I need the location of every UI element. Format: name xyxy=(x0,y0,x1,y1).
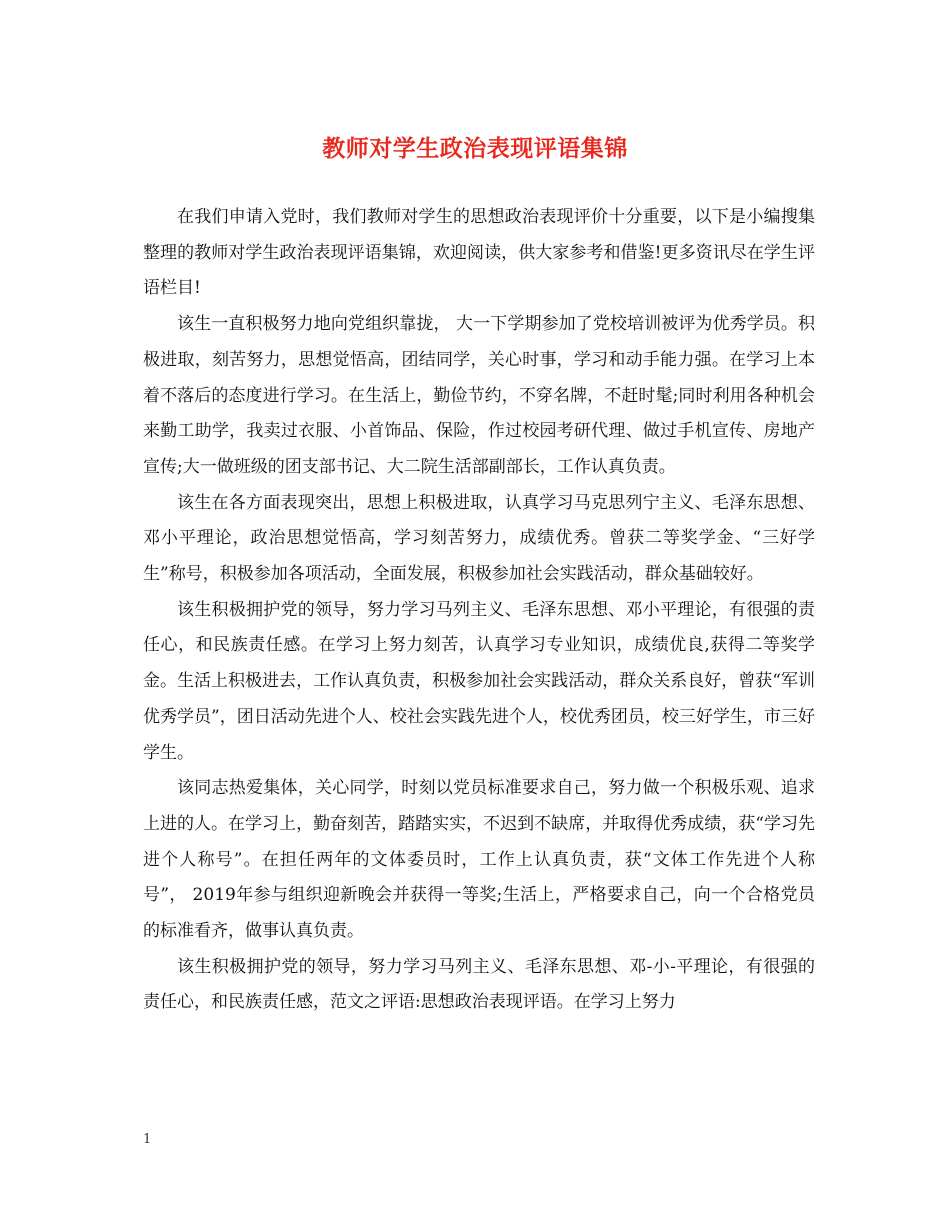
page-number: 1 xyxy=(143,1132,152,1147)
paragraph-intro: 在我们申请入党时，我们教师对学生的思想政治表现评价十分重要，以下是小编搜集整理的教师对学生政治表现评语集锦，欢迎阅读，供大家参考和借鉴!更多资讯尽在学生评语栏目! xyxy=(143,207,815,299)
paragraph-comment-5: 该生积极拥护党的领导，努力学习马列主义、毛泽东思想、邓-小-平理论，有很强的责任心，和民族责任感，范文之评语:思想政治表现评语。在学习上努力 xyxy=(143,956,815,1013)
document-body xyxy=(143,200,815,1021)
paragraph-comment-3: 该生积极拥护党的领导，努力学习马列主义、毛泽东思想、邓小平理论，有很强的责任心，和民族责任感。在学习上努力刻苦，认真学习专业知识，成绩优良,获得二等奖学金。生活上积极进去，工作认真负责，积极参加社会实践活动，群众关系良好，曾获“军训优秀学员”，团日活动先进个人、校社会实践先进个人，校优秀团员，校三好学生，市三好学生。 xyxy=(143,599,815,763)
paragraph-comment-1: 该生一直积极努力地向党组织靠拢， 大一下学期参加了党校培训被评为优秀学员。积极进取，刻苦努力，思想觉悟高，团结同学，关心时事，学习和动手能力强。在学习上本着不落后的态度进行学习。在生活上，勤俭节约，不穿名牌，不赶时髦;同时利用各种机会来勤工助学，我卖过衣服、小首饰品、保险，作过校园考研代理、做过手机宣传、房地产宣传;大一做班级的团支部书记、大二院生活部副部长，工作认真负责。 xyxy=(143,314,815,477)
paragraph-comment-2: 该生在各方面表现突出，思想上积极进取，认真学习马克思列宁主义、毛泽东思想、邓小平理论，政治思想觉悟高，学习刻苦努力，成绩优秀。曾获二等奖学金、“三好学生”称号，积极参加各项活动，全面发展，积极参加社会实践活动，群众基础较好。 xyxy=(143,492,815,585)
document-title: 教师对学生政治表现评语集锦 xyxy=(322,135,628,162)
paragraph-comment-4: 该同志热爱集体，关心同学，时刻以党员标准要求自己，努力做一个积极乐观、追求上进的人。在学习上，勤奋刻苦，踏踏实实，不迟到不缺席，并取得优秀成绩，获“学习先进个人称号”。在担任两年的文体委员时，工作上认真负责，获“文体工作先进个人称号”， 2019年参与组织迎新晚会并获得一等奖;生活上，严格要求自己，向一个合格党员的标准看齐，做事认真负责。 xyxy=(143,778,815,942)
